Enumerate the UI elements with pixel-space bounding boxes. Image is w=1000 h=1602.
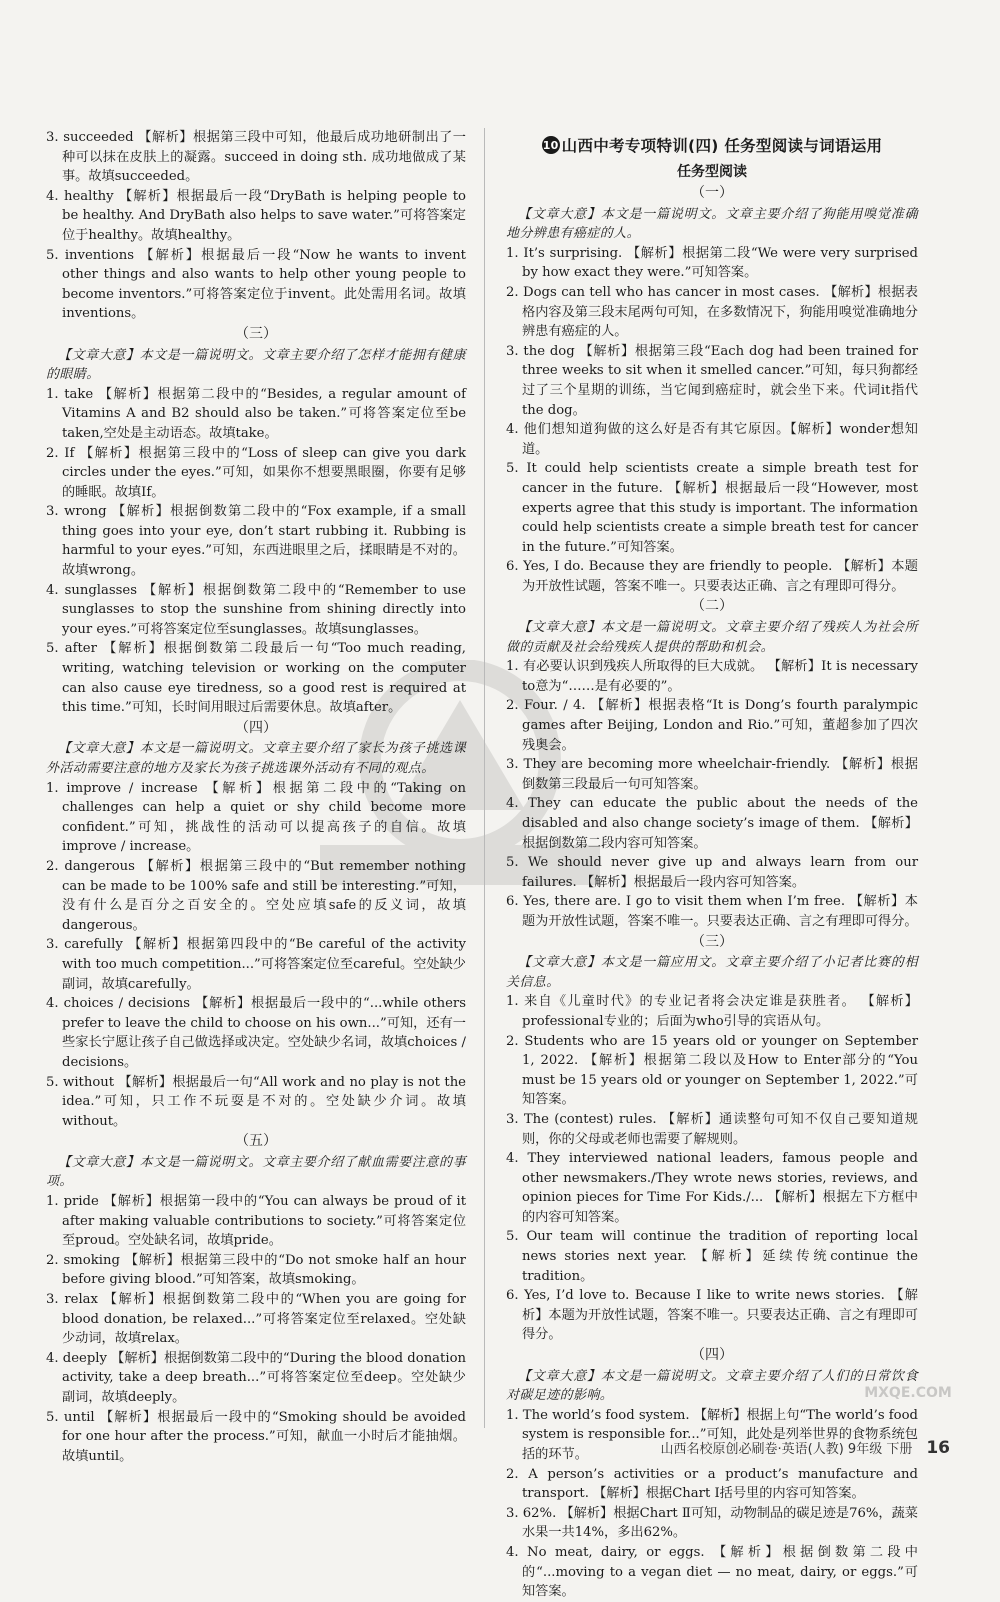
answer-item: 5. We should never give up and always learn from our failures. 【解析】根据最后一段内容可知答案。: [506, 855, 918, 890]
article-summary: 【文章大意】本文是一篇说明文。文章主要介绍了家长为孩子挑选课外活动需要注意的地方及家长为孩子挑选课外活动有不同的观点。: [46, 741, 466, 776]
article-summary: 【文章大意】本文是一篇说明文。文章主要介绍了献血需要注意的事项。: [46, 1154, 466, 1190]
article-summary: 【文章大意】本文是一篇说明文。文章主要介绍了狗能用嗅觉准确地分辨患有癌症的人。: [506, 206, 918, 242]
answer-item: 5. Our team will continue the tradition of reporting local news stories next year. 【解析】延续传统continue the tradition。: [506, 1229, 918, 1284]
left-answer-list: [46, 128, 466, 1466]
answer-item: 4. 他们想知道狗做的这么好是否有其它原因。【解析】wonder想知道。: [506, 422, 918, 457]
answer-item: 1. The world’s food system. 【解析】根据上句“The world’s food system is responsible for...”可知，此处是列举世界的食物系统包括的环节。: [506, 1407, 918, 1462]
answer-item: 4. healthy 【解析】根据最后一段“DryBath is helping people to be healthy. And DryBath also helps to save water.”可将答案定位于healthy。故填healthy。: [46, 188, 466, 243]
answer-item: 6. Yes, I’d love to. Because I like to write news stories. 【解析】本题为开放性试题，答案不唯一。只要表达正确、言之有理即可得分。: [506, 1288, 918, 1343]
section-title-text: 山西中考专项特训(四) 任务型阅读与词语运用: [561, 137, 883, 155]
answer-item: 5. It could help scientists create a simple breath test for cancer in the future. 【解析】根据最后一段“However, most experts agree that this study is important. The information could help scientists create a simple breath test for cancer in the future.”可知答案。: [506, 461, 918, 555]
passage-number-heading: （四）: [691, 1347, 733, 1364]
answer-item: 3. 62%. 【解析】根据Chart Ⅱ可知，动物制品的碳足迹是76%，蔬菜水果一共14%，多出62%。: [506, 1505, 918, 1541]
left-column: [46, 128, 466, 1466]
answer-item: 5. inventions 【解析】根据最后一段“Now he wants to invent other things and also wants to help other young people to become inventors.”可将答案定位于invent。此处需用名词。故填inventions。: [46, 247, 466, 322]
right-column: [506, 128, 918, 1602]
answer-item: 1. It’s surprising. 【解析】根据第二段“We were very surprised by how exact they were.”可知答案。: [506, 245, 918, 281]
passage-number-heading: （一）: [691, 185, 733, 201]
footer-book-title: 山西名校原创必刷卷·英语(人教) 9年级 下册: [660, 1442, 913, 1457]
page-number: 16: [926, 1438, 950, 1458]
answer-item: 3. succeeded 【解析】根据第三段中可知，他最后成功地研制出了一种可以抹在皮肤上的凝露。succeed in doing sth. 成功地做成了某事。故填succeeded。: [46, 130, 466, 185]
answer-item: 2. Four. / 4. 【解析】根据表格“It is Dong’s fourth paralympic games after Beijing, London and Rio.”可知，董超参加了四次残奥会。: [506, 698, 918, 753]
article-summary: 【文章大意】本文是一篇应用文。文章主要介绍了小记者比赛的相关信息。: [506, 955, 918, 990]
section-subtitle: 任务型阅读: [677, 164, 747, 180]
answer-item: 3. The (contest) rules. 【解析】通读整句可知不仅自己要知道规则，你的父母或老师也需要了解规则。: [506, 1111, 918, 1147]
answer-item: 5. after 【解析】根据倒数第二段最后一句“Too much reading, writing, watching television or working on the computer can also cause eye tiredness, so a good rest is required at this time.”可知，长时间用眼过后需要休息。故填after。: [46, 641, 466, 716]
answer-item: 3. the dog 【解析】根据第三段“Each dog had been trained for three weeks to sit when it smelled cancer.”可知，每只狗都经过了三个星期的训练，当它闻到癌症时，就会坐下来。代词it指代the dog。: [506, 343, 918, 418]
answer-item: 4. They interviewed national leaders, famous people and other newsmakers./They wrote news stories, reviews, and opinion pieces for Time For Kids./... 【解析】根据左下方框中的内容可知答案。: [506, 1151, 918, 1225]
article-summary: 【文章大意】本文是一篇说明文。文章主要介绍了怎样才能拥有健康的眼睛。: [46, 347, 466, 383]
section-title: [506, 128, 918, 162]
answer-item: 3. They are becoming more wheelchair-friendly. 【解析】根据倒数第三段最后一句可知答案。: [506, 757, 918, 792]
answer-item: 5. without 【解析】根据最后一句“All work and no play is not the idea.”可知，只工作不玩耍是不对的。空处缺少介词。故填without。: [46, 1074, 466, 1129]
answer-item: 4. No meat, dairy, or eggs. 【解析】根据倒数第二段中的“...moving to a vegan diet — no meat, dairy, or eggs.”可知答案。: [506, 1544, 918, 1600]
passage-number-heading: （二）: [691, 598, 733, 615]
answer-item: 6. Yes, there are. I go to visit them when I’m free. 【解析】本题为开放性试题，答案不唯一。只要表达正确、言之有理即可得分。: [506, 894, 918, 929]
article-summary: 【文章大意】本文是一篇说明文。文章主要介绍了人们的日常饮食对碳足迹的影响。: [506, 1368, 918, 1404]
answer-item: 3. carefully 【解析】根据第四段中的“Be careful of the activity with too much competition...”可将答案定位至careful。空处缺少副词，故填carefully。: [46, 937, 466, 992]
article-summary: 【文章大意】本文是一篇说明文。文章主要介绍了残疾人为社会所做的贡献及社会给残疾人提供的帮助和机会。: [506, 620, 918, 655]
answer-item: 2. smoking 【解析】根据第三段中的“Do not smoke half an hour before giving blood.”可知答案，故填smoking。: [46, 1252, 466, 1288]
passage-number-heading: （三）: [691, 933, 733, 950]
passage-number-heading: （四）: [235, 719, 277, 736]
answer-item: 2. A person’s activities or a product’s manufacture and transport. 【解析】根据Chart Ⅰ括号里的内容可知答案。: [506, 1466, 918, 1502]
answer-item: 6. Yes, I do. Because they are friendly to people. 【解析】本题为开放性试题，答案不唯一。只要表达正确、言之有理即可得分。: [506, 559, 918, 594]
passage-number-heading: （五）: [235, 1133, 277, 1150]
answer-item: 2. Dogs can tell who has cancer in most cases. 【解析】根据表格内容及第三段末尾两句可知，在多数情况下，狗能用嗅觉准确地分辨患有癌症的人。: [506, 284, 918, 340]
answer-item: 1. improve / increase 【解析】根据第二段中的“Taking on challenges can help a quiet or shy child become more confident.”可知，挑战性的活动可以提高孩子的自信。故填improve / increase。: [46, 780, 466, 855]
answer-item: 2. Students who are 15 years old or younger on September 1, 2022. 【解析】根据第二段以及How to Enter部分的“You must be 15 years old or younger on September 1, 2022.”可知答案。: [506, 1033, 918, 1108]
answer-item: 4. sunglasses 【解析】根据倒数第二段中的“Remember to use sunglasses to stop the sunshine from shining directly into your eyes.”可将答案定位至sunglasses。故填sunglasses。: [46, 582, 466, 637]
site-watermark: [828, 1385, 988, 1465]
answer-item: 1. 有必要认识到残疾人所取得的巨大成就。 【解析】It is necessary to意为“……是有必要的”。: [506, 659, 918, 694]
passage-number-heading: （三）: [235, 325, 277, 342]
answer-item: 5. until 【解析】根据最后一段中的“Smoking should be avoided for one hour after the process.”可知，献血一小时后才能抽烟。故填until。: [46, 1409, 466, 1464]
answer-item: 4. choices / decisions 【解析】根据最后一段中的“...while others prefer to leave the child to choose on his own...”可知，还有一些家长宁愿让孩子自己做选择或决定。空处缺少名词，故填choices / decisions。: [46, 996, 466, 1070]
site-watermark-text: MXQE.COM: [864, 1385, 952, 1401]
answer-item: 3. relax 【解析】根据倒数第二段中的“When you are going for blood donation, be relaxed...”可将答案定位至relaxed。空处缺少动词，故填relax。: [46, 1292, 466, 1347]
answer-item: 2. dangerous 【解析】根据第三段中的“But remember nothing can be made to be 100% safe and still be interesting.”可知，没有什么是百分之百安全的。空处应填safe的反义词，故填dangerous。: [46, 858, 466, 933]
column-divider: [484, 128, 485, 1428]
answer-item: 4. deeply 【解析】根据倒数第二段中的“During the blood donation activity, take a deep breath...”可将答案定位至deep。空处缺少副词，故填deeply。: [46, 1350, 466, 1405]
answer-item: 4. They can educate the public about the needs of the disabled and also change society’s image of them. 【解析】根据倒数第二段内容可知答案。: [506, 796, 918, 851]
answer-item: 3. wrong 【解析】根据倒数第二段中的“Fox example, if a small thing goes into your eye, don’t start rubbing it. Rubbing is harmful to your eyes.”可知，东西进眼里之后，揉眼睛是不对的。故填wrong。: [46, 504, 466, 579]
answer-item: 1. 来自《儿童时代》的专业记者将会决定谁是获胜者。 【解析】professional专业的；后面为who引导的宾语从句。: [506, 994, 918, 1029]
answer-item: 1. pride 【解析】根据第一段中的“You can always be proud of it after making valuable contributions to society.”可将答案定位至proud。空处缺名词，故填pride。: [46, 1194, 466, 1249]
answer-item: 2. If 【解析】根据第三段中的“Loss of sleep can give you dark circles under the eyes.”可知，如果你不想要黑眼圈，你要有足够的睡眠。故填If。: [46, 445, 466, 500]
section-number-icon: 10: [542, 136, 560, 154]
answer-item: 1. take 【解析】根据第二段中的“Besides, a regular amount of Vitamins A and B2 should also be taken.”可将答案定位至be taken,空处是主动语态。故填take。: [46, 386, 466, 441]
